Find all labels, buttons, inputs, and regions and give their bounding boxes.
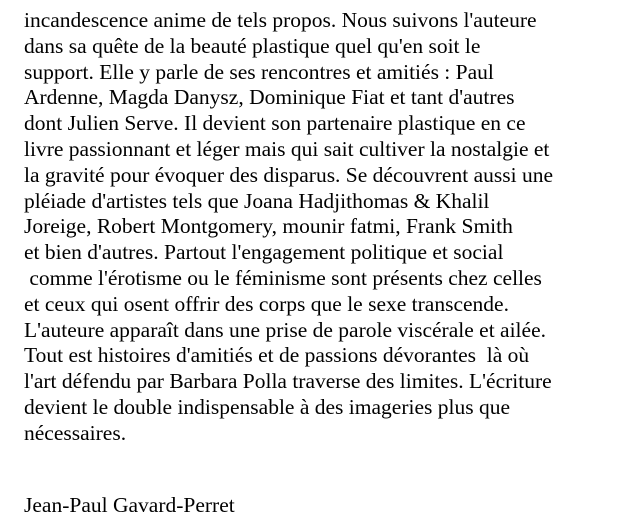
author-signature: Jean-Paul Gavard-Perret <box>24 493 235 517</box>
article-body <box>24 8 636 447</box>
text-line: Joreige, Robert Montgomery, mounir fatmi, Frank Smith <box>24 214 513 239</box>
text-line: la gravité pour évoquer des disparus. Se découvrent aussi une <box>24 162 553 187</box>
text-line: incandescence anime de tels propos. Nous suivons l'auteure <box>24 8 537 32</box>
text-line: L'auteure apparaît dans une prise de parole viscérale et ailée. <box>24 317 546 342</box>
text-line: nécessaires. <box>24 420 127 445</box>
text-line: l'art défendu par Barbara Polla traverse des limites. L'écriture <box>24 369 552 394</box>
text-line: comme l'érotisme ou le féminisme sont présents chez celles <box>24 265 542 290</box>
text-line: dans sa quête de la beauté plastique quel qu'en soit le <box>24 33 481 58</box>
text-line: Tout est histoires d'amitiés et de passions dévorantes là où <box>24 343 530 368</box>
text-line: et bien d'autres. Partout l'engagement politique et social <box>24 240 504 265</box>
text-line: dont Julien Serve. Il devient son partenaire plastique en ce <box>24 111 526 136</box>
text-line: pléiade d'artistes tels que Joana Hadjithomas & Khalil <box>24 188 490 213</box>
text-line: et ceux qui osent offrir des corps que le sexe transcende. <box>24 291 509 316</box>
text-line: support. Elle y parle de ses rencontres et amitiés : Paul <box>24 59 494 84</box>
text-line: livre passionnant et léger mais qui sait cultiver la nostalgie et <box>24 136 550 161</box>
text-line: devient le double indispensable à des imageries plus que <box>24 394 511 419</box>
text-line: Ardenne, Magda Danysz, Dominique Fiat et tant d'autres <box>24 85 515 110</box>
